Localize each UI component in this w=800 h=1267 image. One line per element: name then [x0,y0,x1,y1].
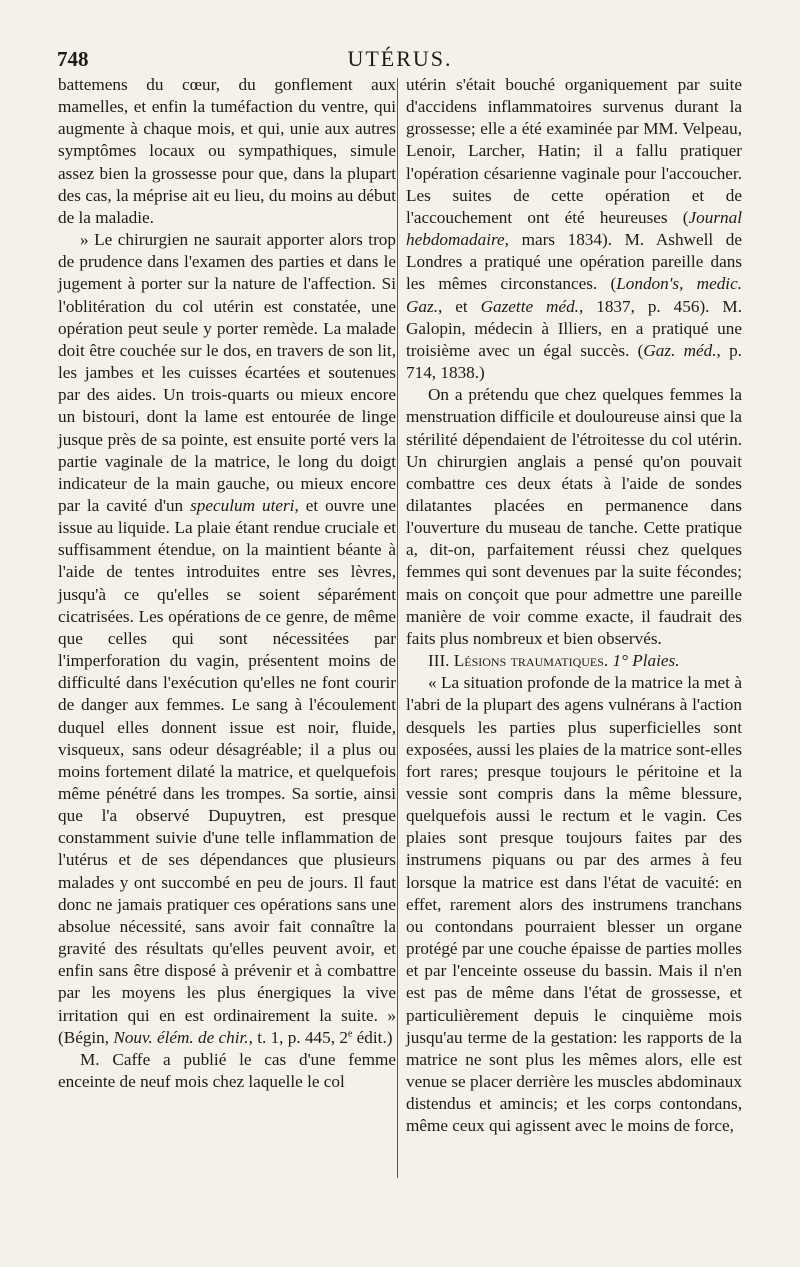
text-run: , et [438,296,481,316]
text-run: , mars 1834). M. Ashwell de Londres a pratiqué une opération pareille dans les mêmes circonstances. ( [406,230,742,294]
section-heading [406,650,742,672]
citation: Journal hebdomadaire [406,207,742,250]
left-column [58,74,396,1093]
right-column [406,74,742,1138]
page-number: 748 [57,47,89,71]
section-subtitle: 1° Plaies. [608,651,680,671]
paragraph: On a prétendu que chez quelques femmes la menstruation difficile et douloureuse ainsi que la stérilité dépendaient de l'étroitesse du col utérin. Un chirurgien anglais a pensé qu'on pouvait combattre ces deux états à l'aide de sondes dilatantes placées en permanence dans l'ouverture du museau de tanche. Cette pratique a, dit-on, parfaitement réussi chez quelques femmes qui sont devenues par la suite fécondes; mais on conçoit que pour admettre une pareille manière de voir comme exacte, il faudrait des faits plus nombreux et bien observés. [406,385,742,648]
paragraph: battemens du cœur, du gonflement aux mamelles, et enfin la tuméfaction du ventre, qui augmente à chaque mois, et qui, unie aux autres symptômes locaux ou sympathiques, simule assez bien la grossesse pour que, dans la plupart des cas, la méprise ait eu lieu, du moins au début de la maladie. [58,75,396,227]
text-run: , et ouvre une issue au liquide. La plaie étant rendue cruciale et suffisamment étendue, on la maintient béante à l'aide de tentes introduites entre ses lèvres, jusqu'à ce qu'elles se soient séparément cicatrisées. Les opérations de ce genre, de même que celles qui sont nécessitées par l'imperforation du vagin, présentent moins de difficulté dans l'exécution qu'elles ne font courir de danger aux femmes. Le sang à l'écoulement duquel elles donnent issue est noir, fluide, visqueux, sans odeur désagréable; il a plus ou moins fortement dilaté la matrice, et quelquefois même pénétré dans les trompes. Sa sortie, ainsi que l'a observé Dupuytren, est presque constamment suivie d'une telle inflammation de l'utérus et de ses dépendances que plusieurs malades y ont succombé en peu de jours. Il faut donc ne jamais pratiquer ces opérations sans une absolue nécessité, sans avoir fait connaître la gravité des résultats qu'elles peuvent avoir, et enfin sans être disposé à prévenir et à combattre par les moyens les plus énergiques la vive irritation qui en est ordinairement la suite. » (Bégin, [58,495,396,1047]
text-run: , 1837, p. 456). M. Galopin, médecin à Illiers, en a pratiqué une troisième avec un égal succès. ( [406,296,743,360]
superscript: e [347,1027,353,1039]
page-header [0,42,800,76]
paragraph [406,74,742,384]
section-title: III. Lésions traumatiques. [428,651,609,671]
paragraph [58,229,396,1049]
paragraph: M. Caffe a publié le cas d'une femme enceinte de neuf mois chez laquelle le col [58,1049,396,1092]
text-run: édit.) [352,1027,393,1047]
text-run: , p. 714, 1838.) [406,340,742,383]
citation: London's, medic. Gaz. [406,274,743,316]
column-divider [397,78,398,1178]
citation: Gaz. méd. [643,340,717,360]
text-run: utérin s'était bouché organiquement par suite d'accidens inflammatoires survenus durant la grossesse; elle a été examinée par MM. Velpeau, Lenoir, Larcher, Hatin; il a fallu pratiquer l'opération césarienne vaginale pour l'accoucher. Les suites de cette opération et de l'accouchement ont été heureuses ( [406,75,742,227]
citation: Nouv. élém. de chir. [113,1027,249,1047]
citation: Gazette méd. [480,296,579,316]
italic-term: speculum uteri [190,495,295,515]
running-head: UTÉRUS. [347,46,453,71]
text-run: » Le chirurgien ne saurait apporter alors trop de prudence dans l'examen des parties et dans le jugement à porter sur la nature de l'affection. Si l'oblitération du col utérin est constatée, une opération peut seule y porter remède. La malade doit être couchée sur le dos, en travers de son lit, les jambes et les cuisses écartées et soutenues par des aides. Un trois-quarts ou mieux encore un bistouri, dont la lame est entourée de linge jusque près de sa pointe, est ensuite porté vers la partie vaginale de la matrice, le long du doigt indicateur de la main gauche, ou mieux encore par la cavité d'un [58,230,396,515]
text-run: , t. 1, p. 445, 2 [248,1027,348,1047]
paragraph: « La situation profonde de la matrice la met à l'abri de la plupart des agens vulnérans à l'action desquels les parties plus superficielles sont exposées, aussi les plaies de la matrice sont-elles fort rares; presque toujours le péritoine et la vessie sont compris dans la même blessure, quelquefois aussi le rectum et le vagin. Ces plaies sont presque toujours faites par des instrumens piquans ou par des armes à feu lorsque la matrice est dans l'état de vacuité: en effet, rarement alors des instrumens tranchans ou contondans pourraient blesser un organe protégé par une couche épaisse de parties molles et par l'enceinte osseuse du bassin. Mais il n'en est pas de même dans l'état de grossesse, et particulièrement depuis le cinquième mois jusqu'au terme de la gestation: les rapports de la matrice ne sont plus les mêmes alors, elle est venue se placer derrière les muscles abdominaux distendus et amincis; et les corps contondans, même ceux qui agissent avec le moins de force, [406,673,743,1136]
